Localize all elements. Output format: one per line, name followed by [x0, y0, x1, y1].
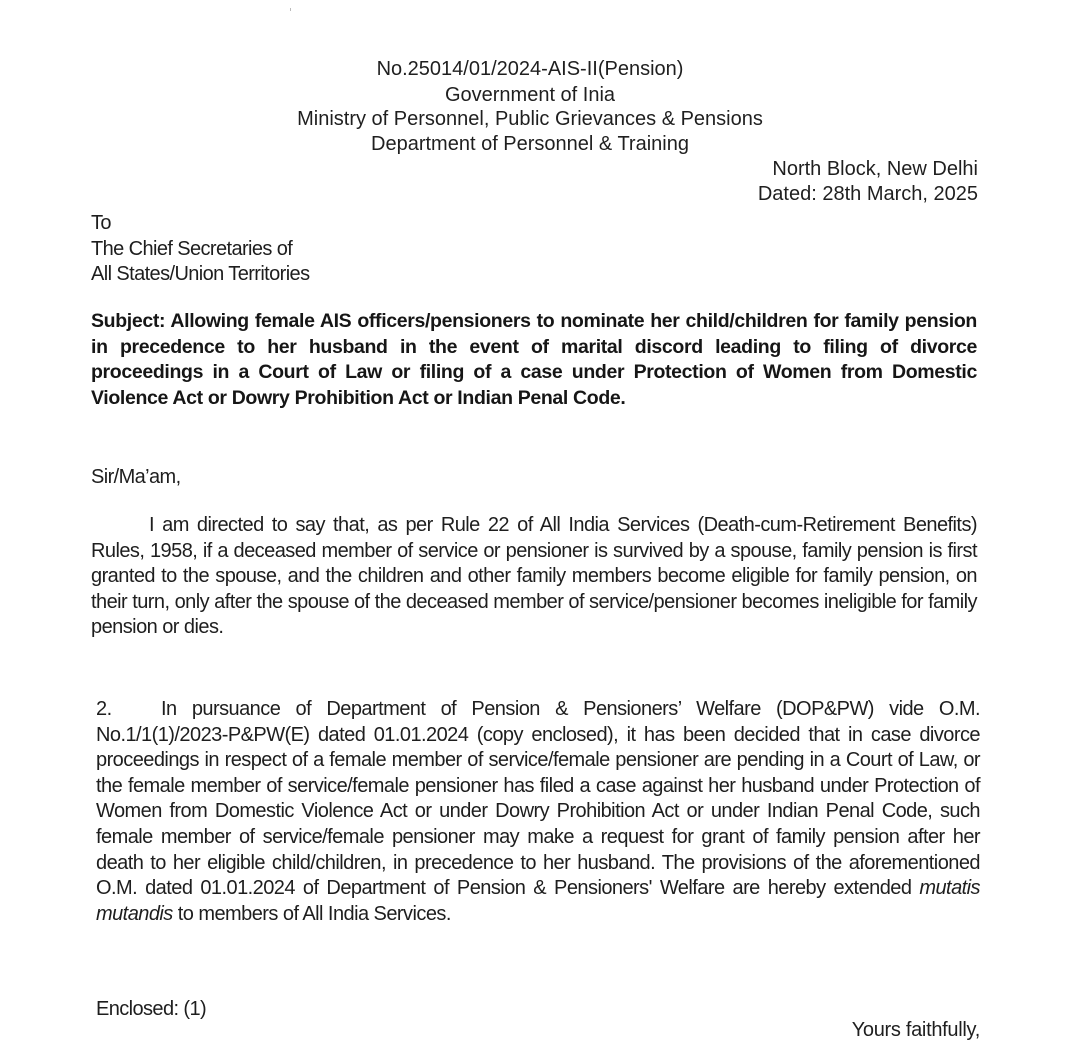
date-line: Dated: 28th March, 2025 — [757, 183, 978, 205]
department-line: Department of Personnel & Training — [371, 133, 689, 155]
paragraph-2 — [96, 697, 980, 927]
paragraph-2-text-b: to members of All India Services. — [172, 902, 451, 925]
subject: Subject: Allowing female AIS officers/pensioners to nominate her child/children for family pension in precedence to her husband in the event of marital discord leading to filing of divorce proceedings in a Court of Law or filing of a case under Protection of Women from Domestic Violence Act or Dowry Prohibition Act or Indian Penal Code. — [91, 310, 977, 409]
addressee-block — [91, 211, 309, 288]
paragraph-1 — [91, 513, 977, 641]
place-line: North Block, New Delhi — [772, 158, 978, 180]
addressee-line-1: The Chief Secretaries of — [91, 237, 293, 260]
paragraph-2-text-a: In pursuance of Department of Pension & Pensioners’ Welfare (DOP&PW) vide O.M. No.1/1(1)/2023-P&PW(E) dated 01.01.2024 (copy enclosed), it has been decided that in case divorce proceedings in respect of a female member of service/female pensioner are pending in a Court of Law, or the female member of service/female pensioner has filed a case against her husband under Protection of Women from Domestic Violence Act or under Dowry Prohibition Act or under Indian Penal Code, such female member of service/female pensioner may make a request for grant of family pension after her death to her eligible child/children, in precedence to her husband. The provisions of the aforementioned O.M. dated 01.01.2024 of Department of Pension & Pensioners' Welfare are hereby extended — [96, 698, 980, 900]
paragraph-1-text: I am directed to say that, as per Rule 22 of All India Services (Death-cum-Retirement Benefits) Rules, 1958, if a deceased member of service or pensioner is survived by a spouse, family pension is first granted to the spouse, and the children and other family members become eligible for family pension, on their turn, only after the spouse of the deceased member of service/pensioner becomes ineligible for family pension or dies. — [91, 514, 977, 639]
addressee-to: To — [91, 212, 111, 234]
scan-speck — [290, 8, 291, 11]
enclosure-note: Enclosed: (1) — [96, 998, 207, 1020]
ministry-line: Ministry of Personnel, Public Grievances & Pensions — [297, 108, 763, 130]
reference-number: No.25014/01/2024-AIS-II(Pension) — [376, 58, 684, 80]
government-line: Government of Inia — [444, 84, 616, 106]
addressee-line-2: All States/Union Territories — [91, 263, 310, 285]
salutation: Sir/Ma’am, — [91, 466, 181, 488]
paragraph-2-number: 2. — [96, 698, 112, 720]
signoff: Yours faithfully, — [851, 1019, 980, 1041]
paragraph-2-italic: mutatis mutandis — [96, 877, 980, 925]
